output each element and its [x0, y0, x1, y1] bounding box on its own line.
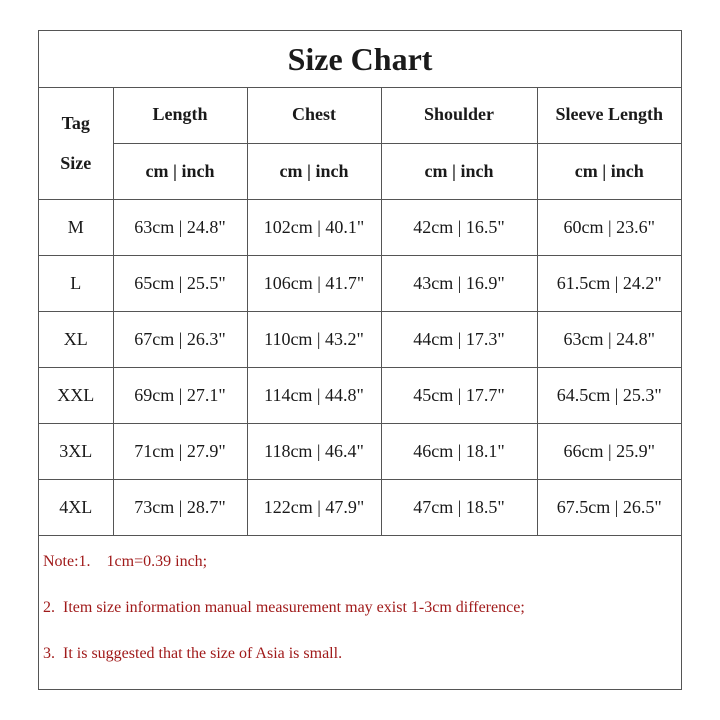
sleeve-length-cell: 61.5cm | 24.2" — [537, 255, 681, 311]
shoulder-cell: 43cm | 16.9" — [381, 255, 537, 311]
table-row — [39, 199, 681, 255]
note-line: 3. It is suggested that the size of Asia is small. — [43, 645, 343, 662]
sleeve-length-cell: 67.5cm | 26.5" — [537, 479, 681, 535]
column-header-chest: Chest — [247, 87, 381, 143]
chest-cell: 122cm | 47.9" — [247, 479, 381, 535]
note-line: Note:1. 1cm=0.39 inch; — [43, 553, 208, 570]
shoulder-cell: 46cm | 18.1" — [381, 423, 537, 479]
size-cell: 4XL — [39, 479, 113, 535]
chest-cell: 106cm | 41.7" — [247, 255, 381, 311]
shoulder-cell: 45cm | 17.7" — [381, 367, 537, 423]
tag-label: Tag — [61, 112, 90, 133]
chart-title: Size Chart — [39, 31, 681, 88]
column-header-length: Length — [113, 87, 247, 143]
chest-cell: 110cm | 43.2" — [247, 311, 381, 367]
length-cell: 65cm | 25.5" — [113, 255, 247, 311]
column-header-sleeve-length: Sleeve Length — [537, 87, 681, 143]
size-cell: XXL — [39, 367, 113, 423]
unit-header: cm | inch — [537, 143, 681, 199]
size-cell: L — [39, 255, 113, 311]
length-cell: 63cm | 24.8" — [113, 199, 247, 255]
unit-header: cm | inch — [113, 143, 247, 199]
size-cell: 3XL — [39, 423, 113, 479]
length-cell: 67cm | 26.3" — [113, 311, 247, 367]
shoulder-cell: 47cm | 18.5" — [381, 479, 537, 535]
sleeve-length-cell: 66cm | 25.9" — [537, 423, 681, 479]
header-row-units — [39, 143, 681, 199]
unit-header: cm | inch — [381, 143, 537, 199]
length-cell: 69cm | 27.1" — [113, 367, 247, 423]
sleeve-length-cell: 63cm | 24.8" — [537, 311, 681, 367]
size-chart-frame — [38, 30, 682, 690]
size-label: Size — [60, 152, 92, 173]
table-row — [39, 255, 681, 311]
sleeve-length-cell: 60cm | 23.6" — [537, 199, 681, 255]
size-table — [39, 87, 681, 536]
chest-cell: 102cm | 40.1" — [247, 199, 381, 255]
size-cell: XL — [39, 311, 113, 367]
note-line: 2. Item size information manual measurement may exist 1-3cm difference; — [43, 599, 525, 616]
table-row — [39, 367, 681, 423]
length-cell: 73cm | 28.7" — [113, 479, 247, 535]
tag-size-header — [39, 87, 113, 199]
notes-section — [43, 539, 673, 677]
table-row — [39, 479, 681, 535]
table-row — [39, 311, 681, 367]
size-cell: M — [39, 199, 113, 255]
table-row — [39, 423, 681, 479]
shoulder-cell: 42cm | 16.5" — [381, 199, 537, 255]
column-header-shoulder: Shoulder — [381, 87, 537, 143]
shoulder-cell: 44cm | 17.3" — [381, 311, 537, 367]
length-cell: 71cm | 27.9" — [113, 423, 247, 479]
chest-cell: 118cm | 46.4" — [247, 423, 381, 479]
chest-cell: 114cm | 44.8" — [247, 367, 381, 423]
sleeve-length-cell: 64.5cm | 25.3" — [537, 367, 681, 423]
unit-header: cm | inch — [247, 143, 381, 199]
header-row-names — [39, 87, 681, 143]
